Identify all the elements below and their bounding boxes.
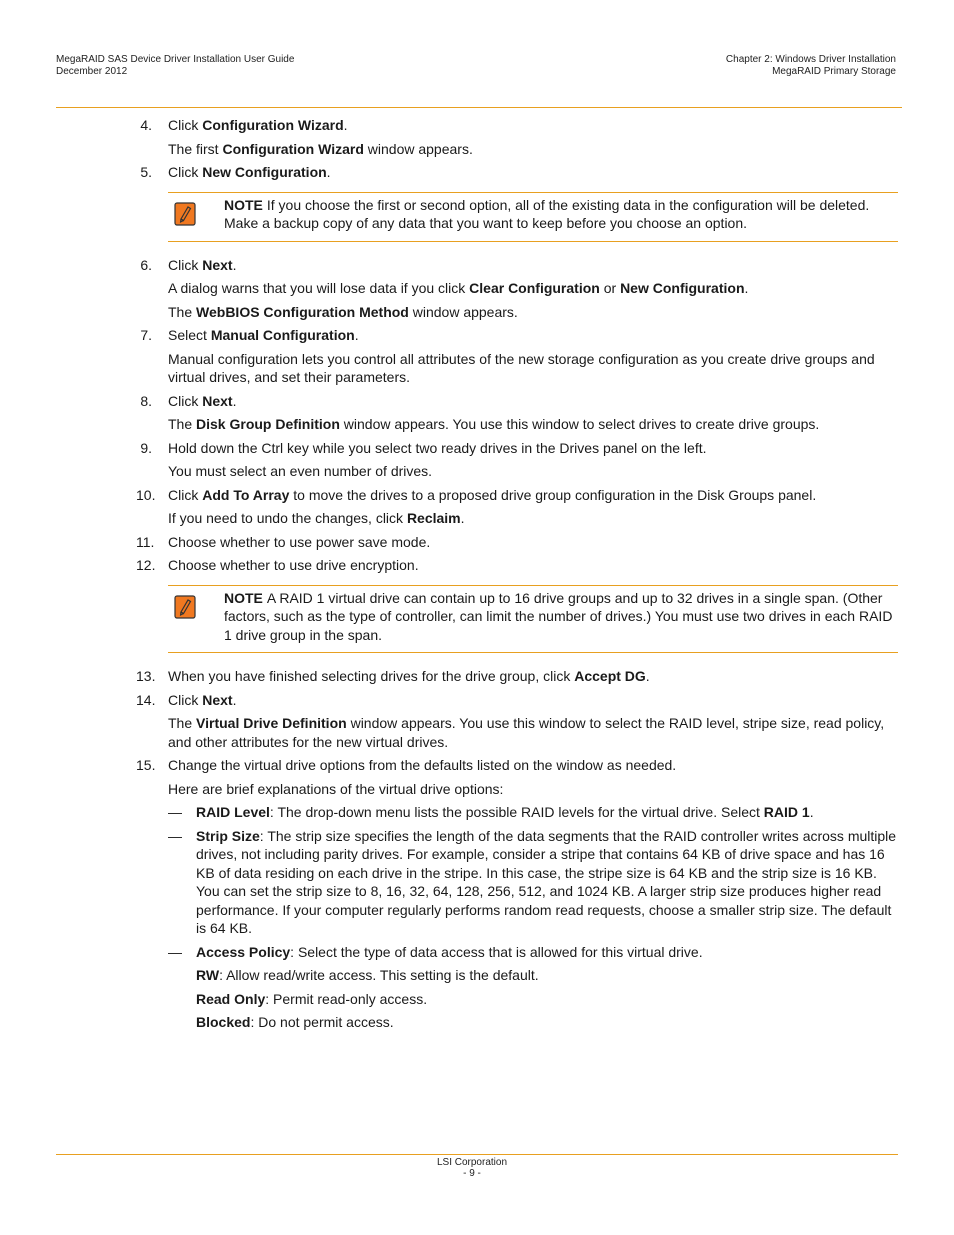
access-policy-blocked: Blocked: Do not permit access. <box>196 1014 394 1030</box>
note-label: NOTE <box>224 196 263 213</box>
page-header-right <box>726 54 896 78</box>
page-footer <box>0 1157 944 1179</box>
note-box <box>168 192 898 242</box>
step-9-detail: You must select an even number of drives. <box>168 463 433 479</box>
note-text: If you choose the first or second option, all of the existing data in the configuration will be deleted. Make a backup copy of any data that you want to keep before you choose an option. <box>224 196 870 231</box>
note-label: NOTE <box>224 589 263 606</box>
chapter-title: Chapter 2: Windows Driver Installation <box>725 54 896 65</box>
header-rule <box>56 107 902 108</box>
step-6: 6. Click Next. <box>140 256 237 273</box>
step-6-result: The WebBIOS Configuration Method window appears. <box>168 303 518 320</box>
document-date: December 2012 <box>56 66 128 77</box>
step-8: 8. Click Next. <box>140 392 237 409</box>
page-header-left <box>56 54 294 78</box>
step-14-result: The Virtual Drive Definition window appears. You use this window to select the RAID level, stripe size, read policy, and other attributes for the new virtual drives. <box>168 715 885 750</box>
step-4-result: The first Configuration Wizard window appears. <box>168 140 473 157</box>
footer-rule <box>56 1154 898 1155</box>
option-access-policy: — Access Policy: Select the type of data access that is allowed for this virtual drive. <box>168 943 703 960</box>
step-5: 5. Click New Configuration. <box>140 164 331 180</box>
step-11: 11. Choose whether to use power save mode. <box>136 533 431 550</box>
note-pencil-icon <box>174 202 196 226</box>
note-text: A RAID 1 virtual drive can contain up to 16 drive groups and up to 32 drives in a single span. (Other factors, such as the type of controller, can limit the number of drives.) You must use two drives in each RAID 1 drive group in the span. <box>224 589 893 643</box>
footer-company: LSI Corporation <box>436 1157 508 1168</box>
note-box <box>168 585 898 654</box>
step-4: 4. Click Configuration Wizard. <box>140 117 348 133</box>
document-title: MegaRAID SAS Device Driver Installation User Guide <box>56 54 295 65</box>
access-policy-rw: RW: Allow read/write access. This setting is the default. <box>196 967 539 983</box>
step-8-result: The Disk Group Definition window appears. You use this window to select drives to create drive groups. <box>168 416 820 432</box>
step-15-intro: Here are brief explanations of the virtual drive options: <box>168 780 504 797</box>
step-12: 12. Choose whether to use drive encryption. <box>136 557 419 573</box>
option-strip-size: — Strip Size: The strip size specifies the length of the data segments that the RAID controller writes across multiple drives, not including parity drives. For example, consider a stripe that contains 64 KB of drive space and has 16 KB of data residing on each drive in the stripe. In this case, the stripe size is 64 KB and the strip size is 16 KB. You can set the strip size to 8, 16, 32, 64, 128, 256, 512, and 1024 KB. A larger strip size produces higher read performance. If your computer regularly performs random read requests, choose a smaller strip size. The default is 64 KB. <box>168 827 897 936</box>
page-body <box>136 116 898 1037</box>
step-10-detail: If you need to undo the changes, click Reclaim. <box>168 510 465 526</box>
option-raid-level: — RAID Level: The drop-down menu lists the possible RAID levels for the virtual drive. Select RAID 1. <box>168 804 814 820</box>
step-6-warning: A dialog warns that you will lose data if you click Clear Configuration or New Configuration. <box>168 280 749 296</box>
step-14: 14. Click Next. <box>136 691 237 708</box>
step-9: 9. Hold down the Ctrl key while you select two ready drives in the Drives panel on the left. <box>140 439 707 456</box>
step-7: 7. Select Manual Configuration. <box>140 327 359 343</box>
step-10: 10. Click Add To Array to move the drives to a proposed drive group configuration in the Disk Groups panel. <box>136 486 817 503</box>
access-policy-read-only: Read Only: Permit read-only access. <box>196 990 428 1007</box>
page-number: - 9 - <box>463 1168 481 1179</box>
step-7-detail: Manual configuration lets you control all attributes of the new storage configuration as you create drive groups and virtual drives, and set their parameters. <box>168 350 875 385</box>
step-15: 15. Change the virtual drive options from the defaults listed on the window as needed. <box>136 757 677 773</box>
note-pencil-icon <box>174 595 196 619</box>
section-title: MegaRAID Primary Storage <box>772 66 896 77</box>
step-13: 13. When you have finished selecting drives for the drive group, click Accept DG. <box>136 668 650 684</box>
